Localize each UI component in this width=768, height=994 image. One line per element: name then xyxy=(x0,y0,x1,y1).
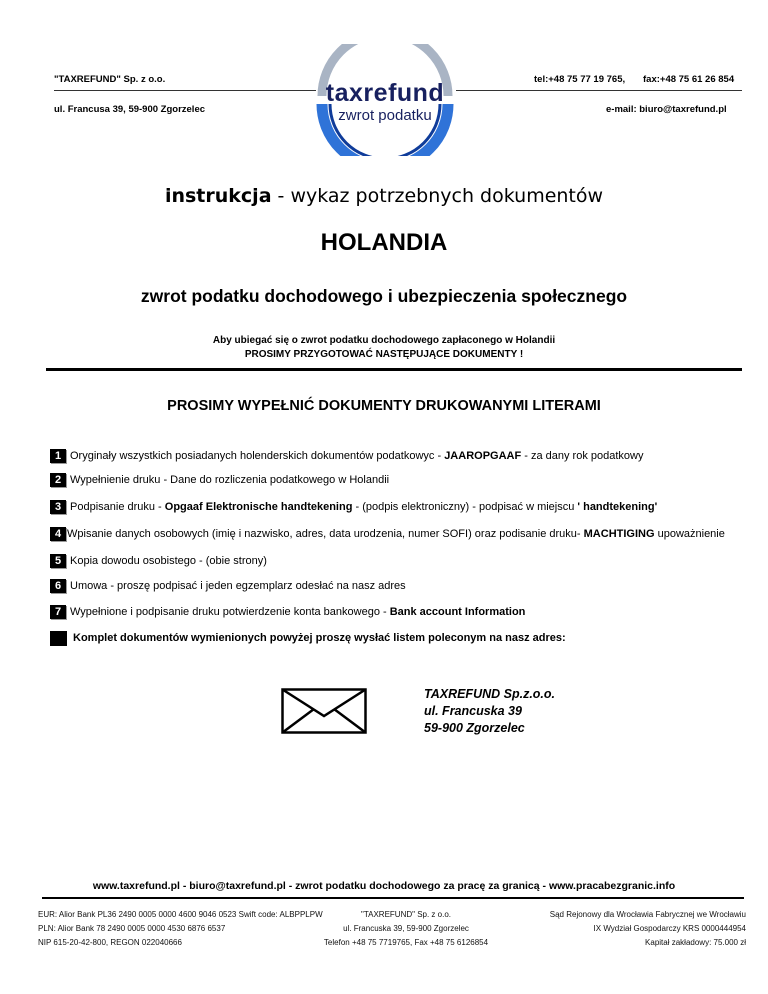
header-line-right xyxy=(456,90,742,91)
country-title: HOLANDIA xyxy=(320,229,448,256)
envelope-icon xyxy=(281,688,367,734)
company-fax: fax:+48 75 61 26 854 xyxy=(643,74,735,85)
item-number: 1 xyxy=(50,449,66,463)
item-number: 6 xyxy=(50,579,66,593)
header-line-left xyxy=(54,90,316,91)
intro-text xyxy=(0,334,768,362)
list-item xyxy=(50,448,644,464)
send-note xyxy=(50,630,566,646)
taxrefund-logo xyxy=(300,44,470,156)
item-number: 3 xyxy=(50,500,66,514)
item-text: Podpisanie druku - Opgaaf Elektronische handtekening - (podpis elektroniczny) - podpisać w miejscu ' handtekening' xyxy=(70,501,658,513)
item-number: 4 xyxy=(50,527,66,541)
item-number: 2 xyxy=(50,473,66,487)
item-text: Wpisanie danych osobowych (imię i nazwisko, adres, data urodzenia, numer SOFI) oraz podisanie druku- MACHTIGING upoważnienie xyxy=(67,528,725,540)
mail-address-line-3: 59-900 Zgorzelec xyxy=(424,721,525,735)
item-text: Wypełnienie druku - Dane do rozliczenia podatkowego w Holandii xyxy=(70,474,390,486)
list-item xyxy=(50,553,267,569)
item-number: 7 xyxy=(50,605,66,619)
logo-text-sub: zwrot podatku xyxy=(338,107,432,124)
footer-line: Kapitał zakładowy: 75.000 zł xyxy=(645,938,746,947)
footer-websites: www.taxrefund.pl - biuro@taxrefund.pl - zwrot podatku dochodowego za pracę za granicą - www.pracabezgranic.info xyxy=(92,880,676,892)
footer-company-info xyxy=(296,908,516,950)
item-text: Wypełnione i podpisanie druku potwierdzenie konta bankowego - Bank account Information xyxy=(70,606,526,618)
logo-text-main: taxrefund xyxy=(325,79,445,107)
footer-line: NIP 615-20-42-800, REGON 022040666 xyxy=(38,938,182,947)
instruction-title-rest: - wykaz potrzebnych dokumentów xyxy=(271,185,604,207)
item-number: 5 xyxy=(50,554,66,568)
mail-address-line-1: TAXREFUND Sp.z.o.o. xyxy=(424,687,556,701)
footer-line: PLN: Alior Bank 78 2490 0005 0000 4530 6876 6537 xyxy=(38,924,226,933)
company-name: "TAXREFUND" Sp. z o.o. xyxy=(54,74,166,85)
footer-line: ul. Francuska 39, 59-900 Zgorzelec xyxy=(343,924,469,933)
subtitle: zwrot podatku dochodowego i ubezpieczenia społecznego xyxy=(140,286,628,306)
footer-line: Sąd Rejonowy dla Wrocławia Fabrycznej we Wrocławiu xyxy=(549,910,746,919)
instruction-title xyxy=(0,185,768,207)
black-square-icon xyxy=(50,631,67,646)
item-text: Umowa - proszę podpisać i jeden egzemplarz odesłać na nasz adres xyxy=(70,580,406,592)
list-item xyxy=(50,526,725,542)
send-note-text: Komplet dokumentów wymienionych powyżej proszę wysłać listem poleconym na nasz adres: xyxy=(73,632,566,644)
list-item xyxy=(50,604,525,620)
footer-line: EUR: Alior Bank PL36 2490 0005 0000 4600 9046 0523 Swift code: ALBPPLPW xyxy=(38,910,323,919)
fill-instructions-heading: PROSIMY WYPEŁNIĆ DOKUMENTY DRUKOWANYMI LITERAMI xyxy=(167,398,601,414)
footer-line: Telefon +48 75 7719765, Fax +48 75 6126854 xyxy=(323,938,489,947)
mail-address xyxy=(424,686,555,737)
intro-line-1: Aby ubiegać się o zwrot podatku dochodowego zapłaconego w Holandii xyxy=(212,335,556,346)
company-phone: tel:+48 75 77 19 765, xyxy=(534,74,626,85)
section-divider xyxy=(46,368,742,371)
item-text: Oryginały wszystkich posiadanych holenderskich dokumentów podatkowyc - JAAROPGAAF - za dany rok podatkowy xyxy=(70,450,644,462)
list-item xyxy=(50,472,389,488)
list-item xyxy=(50,578,406,594)
item-text: Kopia dowodu osobistego - (obie strony) xyxy=(70,555,267,567)
footer-divider xyxy=(42,897,744,899)
company-address: ul. Francusa 39, 59-900 Zgorzelec xyxy=(54,104,206,115)
company-email: e-mail: biuro@taxrefund.pl xyxy=(606,104,727,115)
footer-line: "TAXREFUND" Sp. z o.o. xyxy=(361,910,451,919)
footer-registry-info xyxy=(550,908,746,950)
instruction-title-bold: instrukcja xyxy=(164,185,272,207)
footer-line: IX Wydział Gospodarczy KRS 0000444954 xyxy=(593,924,746,933)
mail-address-line-2: ul. Francuska 39 xyxy=(424,704,522,718)
footer-bank-info xyxy=(38,908,323,950)
list-item xyxy=(50,499,657,515)
intro-line-2: PROSIMY PRZYGOTOWAĆ NASTĘPUJĄCE DOKUMENTY ! xyxy=(244,349,524,360)
